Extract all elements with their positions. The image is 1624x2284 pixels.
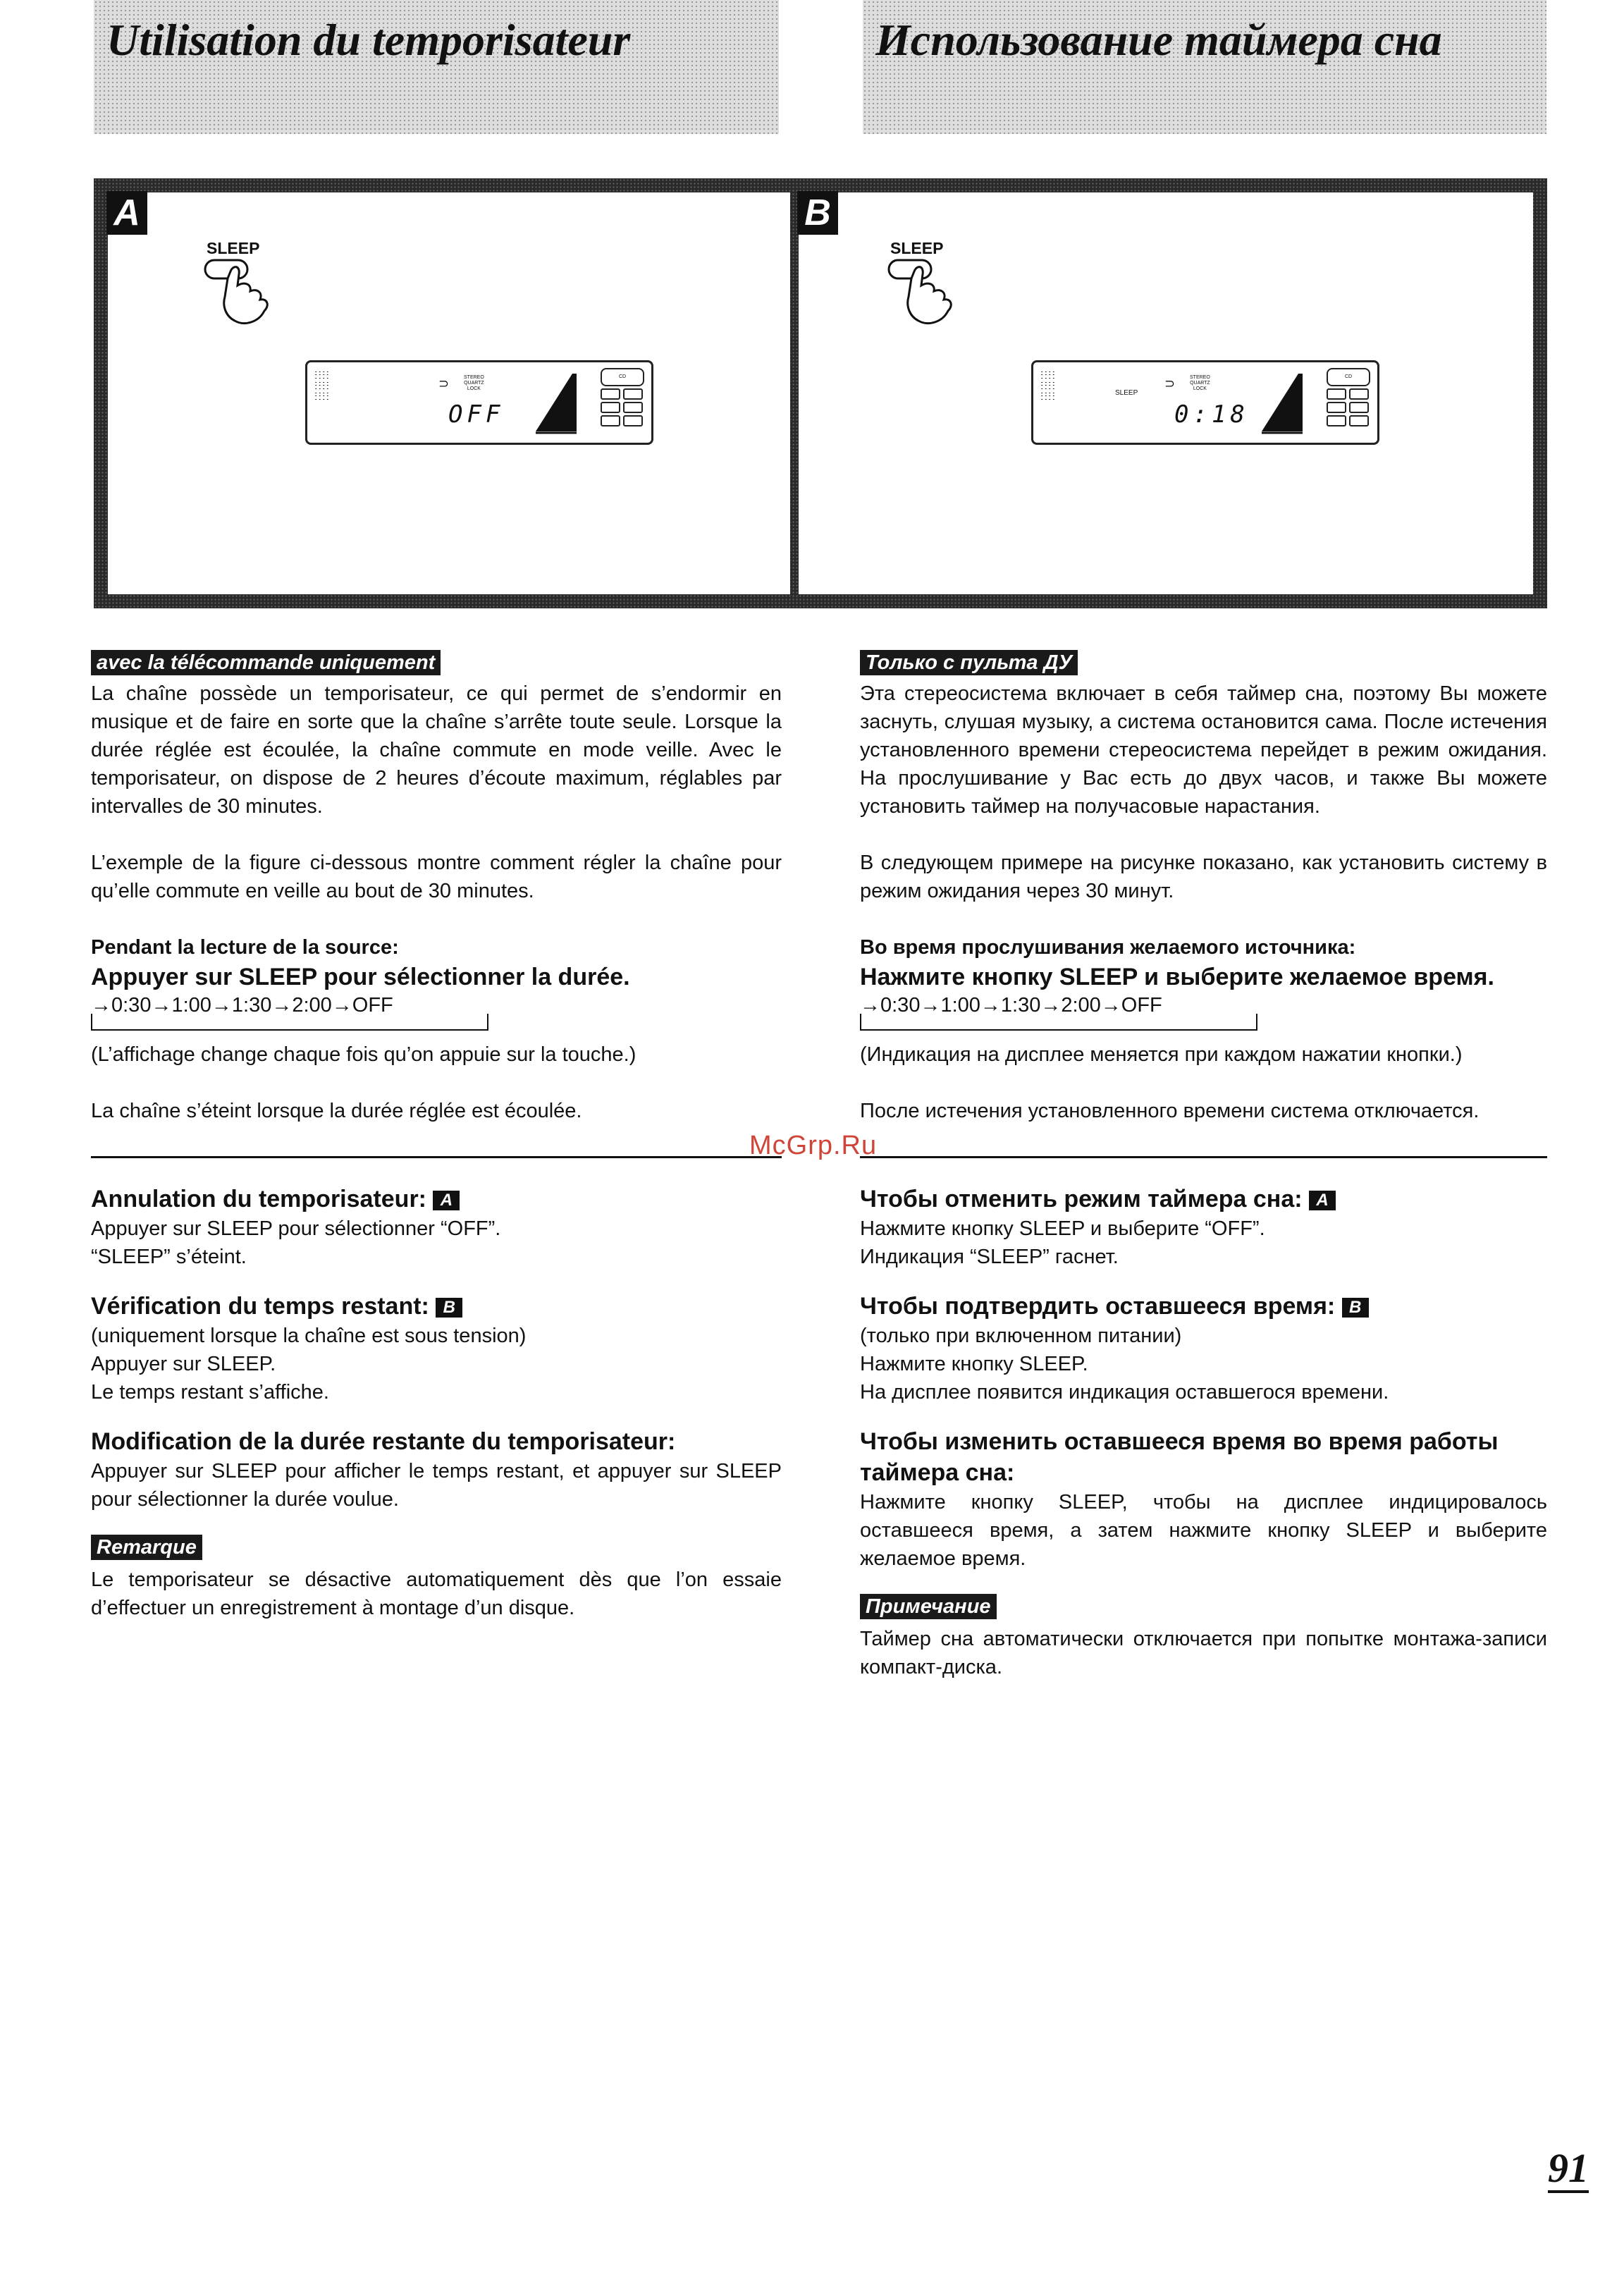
modify-text: Appuyer sur SLEEP pour afficher le temps restant, et appuyer sur SLEEP pour sélectionner la durée voulue.: [91, 1460, 782, 1511]
cancel-line-1: Нажмите кнопку SLEEP и выберите “OFF”.: [860, 1217, 1265, 1240]
remote-only-tag-russian: Только с пульта ДУ: [860, 650, 1078, 675]
note-text: Le temporisateur se désactive automatiquement dès que l’on essaie d’effectuer un enregistrement à montage d’un disque.: [91, 1568, 782, 1619]
example-paragraph: В следующем примере на рисунке показано, как установить систему в режим ожидания через 30 минут.: [860, 852, 1547, 902]
cancel-line-2: “SLEEP” s’éteint.: [91, 1246, 247, 1268]
page-title-russian: Использование таймера сна: [875, 15, 1442, 65]
modify-heading: Modification de la durée restante du temporisateur:: [91, 1428, 676, 1455]
remote-only-tag-french: avec la télécommande uniquement: [91, 650, 441, 675]
display-readout-b: 0:18: [1174, 400, 1249, 429]
french-column: [91, 649, 782, 1622]
step-instruction: Нажмите кнопку SLEEP и выберите желаемое время.: [860, 964, 1494, 990]
note-text: Таймер сна автоматически отключается при попытке монтажа-записи компакт-диска.: [860, 1628, 1547, 1678]
note-tag-russian: Примечание: [860, 1594, 997, 1619]
lcd-display-a: ⵗⵗⵗⵗ ⵗⵗⵗⵗ ⵗⵗⵗⵗ ⊃ STEREO QUARTZ LOCK OFF CD: [305, 360, 653, 445]
level-meter-icon: [531, 369, 581, 434]
step-instruction: Appuyer sur SLEEP pour sélectionner la durée.: [91, 964, 630, 990]
illustration-frame: [94, 178, 1547, 608]
lcd-display-b: ⵗⵗⵗⵗ ⵗⵗⵗⵗ ⵗⵗⵗⵗ SLEEP ⊃ STEREO QUARTZ LOCK 0:18 CD: [1031, 360, 1379, 445]
cancel-heading: Чтобы отменить режим таймера сна: A: [860, 1184, 1547, 1215]
figure-panel-a: [108, 192, 790, 594]
hand-pressing-icon: [886, 257, 964, 328]
verify-line-1: (только при включенном питании): [860, 1325, 1182, 1347]
sleep-button-label: SLEEP: [207, 239, 260, 257]
sleep-button-illustration: [886, 239, 971, 331]
off-note: После истечения установленного времени система отключается.: [860, 1100, 1480, 1122]
page-title-french: Utilisation du temporisateur: [106, 15, 631, 65]
header-french: [94, 0, 779, 134]
intro-paragraph: La chaîne possède un temporisateur, ce qui permet de s’endormir en musique et de faire en sorte que la chaîne s’arrête toute seule. Lorsque la durée réglée est écoulée, la chaîne commute en mode veille. Avec le temporisateur, on dispose de 2 heures d’écoute maximum, réglables par intervalles de 30 minutes.: [91, 682, 782, 818]
verify-line-3: Le temps restant s’affiche.: [91, 1381, 329, 1404]
example-paragraph: L’exemple de la figure ci-dessous montre comment régler la chaîne pour qu’elle commute en veille au bout de 30 minutes.: [91, 852, 782, 902]
verify-line-1: (uniquement lorsque la chaîne est sous tension): [91, 1325, 527, 1347]
cancel-heading: Annulation du temporisateur: A: [91, 1184, 782, 1215]
watermark: McGrp.Ru: [749, 1131, 878, 1160]
display-readout-a: OFF: [448, 400, 505, 429]
cancel-line-2: Индикация “SLEEP” гаснет.: [860, 1246, 1119, 1268]
modify-text: Нажмите кнопку SLEEP, чтобы на дисплее индицировалось оставшееся время, а затем нажмите кнопку SLEEP и выберите желаемое время.: [860, 1491, 1547, 1570]
step-context: Pendant la lecture de la source:: [91, 936, 399, 959]
figure-panel-b: [799, 192, 1533, 594]
modify-heading: Чтобы изменить оставшееся время во время работы таймера сна:: [860, 1428, 1499, 1486]
panel-ref-a: A: [1309, 1191, 1336, 1210]
verify-line-3: На дисплее появится индикация оставшегося времени.: [860, 1381, 1389, 1404]
display-note: (Индикация на дисплее меняется при каждом нажатии кнопки.): [860, 1043, 1463, 1066]
sleep-button-label: SLEEP: [890, 239, 944, 257]
panel-ref-b: B: [1342, 1298, 1369, 1318]
sleep-sequence: →0:30→1:00→1:30→2:00→OFF: [91, 994, 393, 1017]
verify-line-2: Нажмите кнопку SLEEP.: [860, 1353, 1088, 1375]
verify-heading: Vérification du temps restant: B: [91, 1291, 782, 1322]
sleep-indicator: SLEEP: [1115, 389, 1138, 397]
off-note: La chaîne s’éteint lorsque la durée réglée est écoulée.: [91, 1100, 582, 1122]
sleep-button-illustration: [202, 239, 287, 331]
page-number: 91: [1548, 2147, 1589, 2193]
display-note: (L’affichage change chaque fois qu’on appuie sur la touche.): [91, 1043, 636, 1066]
level-meter-icon: [1257, 369, 1307, 434]
panel-ref-b: B: [436, 1298, 462, 1318]
verify-line-2: Appuyer sur SLEEP.: [91, 1353, 276, 1375]
step-context: Во время прослушивания желаемого источника:: [860, 936, 1356, 959]
note-tag-french: Remarque: [91, 1535, 202, 1560]
panel-a-label: A: [106, 191, 147, 235]
intro-paragraph: Эта стереосистема включает в себя таймер сна, поэтому Вы можете заснуть, слушая музыку, а система остановится сама. После истечения установленного времени стереосистема перейдет в режим ожидания. На прослушивание у Вас есть до двух часов, и также Вы можете установить таймер на получасовые нарастания.: [860, 682, 1547, 818]
russian-column: [860, 649, 1547, 1681]
sleep-sequence: →0:30→1:00→1:30→2:00→OFF: [860, 994, 1162, 1017]
hand-pressing-icon: [202, 257, 280, 328]
panel-ref-a: A: [433, 1191, 460, 1210]
header-russian: [863, 0, 1546, 134]
section-divider: [91, 1156, 782, 1158]
section-divider: [860, 1156, 1547, 1158]
verify-heading: Чтобы подтвердить оставшееся время: B: [860, 1291, 1547, 1322]
cancel-line-1: Appuyer sur SLEEP pour sélectionner “OFF”.: [91, 1217, 501, 1240]
panel-b-label: B: [797, 191, 838, 235]
